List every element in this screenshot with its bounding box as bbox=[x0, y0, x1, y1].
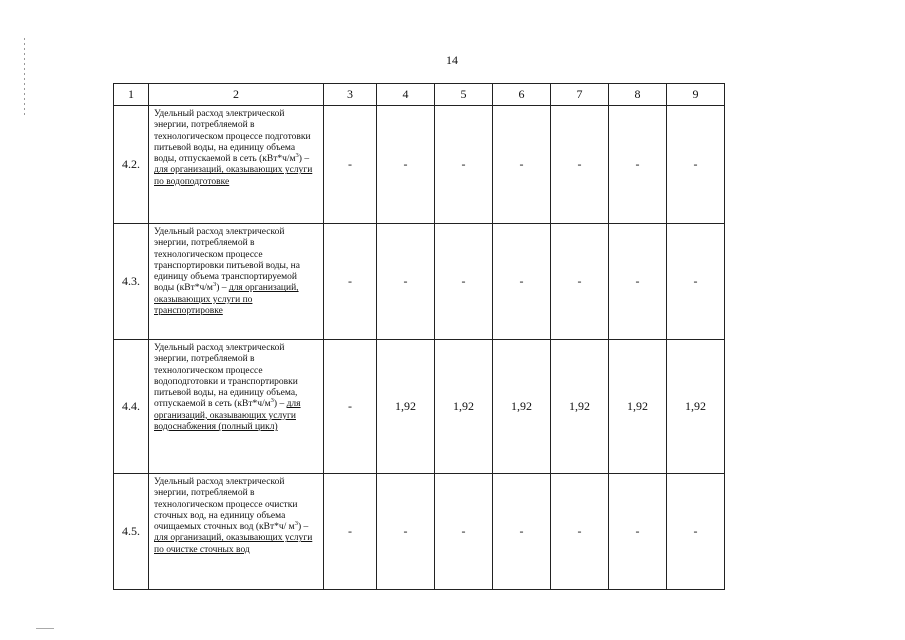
description-text: Удельный расход электрической энергии, потребляемой в технологическом процессе подготовки питьевой воды, на единицу объема воды, отпускаемой в сеть (кВт*ч/м bbox=[154, 109, 311, 165]
value-cell-col-8: - bbox=[609, 474, 667, 590]
scan-margin-mark bbox=[24, 38, 25, 118]
value-cell-col-3: - bbox=[324, 224, 377, 340]
value-cell-col-9: - bbox=[667, 106, 725, 224]
value-cell-col-9: 1,92 bbox=[667, 340, 725, 474]
value-cell-col-5: - bbox=[435, 106, 493, 224]
value-cell-col-3: - bbox=[324, 340, 377, 474]
description-text: Удельный расход электрической энергии, потребляемой в технологическом процессе очистки сточных вод, на единицу объема очищаемых сточных вод (кВт*ч/ м bbox=[154, 477, 298, 533]
value-cell-col-4: - bbox=[377, 474, 435, 590]
data-table bbox=[113, 83, 725, 590]
description-tail: ) – bbox=[216, 283, 227, 294]
row-description bbox=[149, 224, 324, 340]
description-tail: ) – bbox=[298, 154, 310, 165]
header-cell-2: 2 bbox=[149, 84, 324, 106]
header-cell-4: 4 bbox=[377, 84, 435, 106]
unit-superscript: 3 bbox=[294, 520, 298, 528]
description-tail: ) – bbox=[297, 522, 309, 533]
value-cell-col-8: 1,92 bbox=[609, 340, 667, 474]
row-number: 4.2. bbox=[114, 106, 149, 224]
description-tail: ) – bbox=[273, 399, 285, 410]
header-cell-8: 8 bbox=[609, 84, 667, 106]
row-number: 4.3. bbox=[114, 224, 149, 340]
value-cell-col-7: - bbox=[551, 474, 609, 590]
description-underlined: для организаций, оказывающих услуги по очистке сточных вод bbox=[154, 533, 313, 555]
value-cell-col-3: - bbox=[324, 474, 377, 590]
header-cell-1: 1 bbox=[114, 84, 149, 106]
value-cell-col-4: 1,92 bbox=[377, 340, 435, 474]
value-cell-col-7: - bbox=[551, 224, 609, 340]
table-row bbox=[114, 224, 725, 340]
value-cell-col-9: - bbox=[667, 224, 725, 340]
unit-superscript: 3 bbox=[270, 397, 274, 405]
value-cell-col-4: - bbox=[377, 224, 435, 340]
row-description bbox=[149, 474, 324, 590]
unit-superscript: 3 bbox=[212, 281, 217, 289]
value-cell-col-4: - bbox=[377, 106, 435, 224]
description-underlined: для организаций, оказывающих услуги по водоподготовке bbox=[154, 165, 313, 187]
value-cell-col-5: - bbox=[435, 224, 493, 340]
value-cell-col-5: 1,92 bbox=[435, 340, 493, 474]
value-cell-col-7: - bbox=[551, 106, 609, 224]
description-underlined: для организаций, оказывающих услуги по транспортировке bbox=[154, 283, 299, 317]
description-text: Удельный расход электрической энергии, потребляемой в технологическом процессе водоподготовки и транспортировки питьевой воды, на единицу объема, отпускаемой в сеть (кВт*ч/м bbox=[154, 343, 298, 410]
row-description bbox=[149, 340, 324, 474]
header-cell-3: 3 bbox=[324, 84, 377, 106]
header-cell-9: 9 bbox=[667, 84, 725, 106]
value-cell-col-6: - bbox=[493, 106, 551, 224]
value-cell-col-7: 1,92 bbox=[551, 340, 609, 474]
page-number: 14 bbox=[446, 53, 458, 67]
table-row bbox=[114, 340, 725, 474]
description-text: Удельный расход электрической энергии, потребляемой в технологическом процессе транспортировки питьевой воды, на единицу объема транспортируемой воды (кВт*ч/м bbox=[154, 227, 300, 294]
header-cell-7: 7 bbox=[551, 84, 609, 106]
value-cell-col-6: 1,92 bbox=[493, 340, 551, 474]
value-cell-col-6: - bbox=[493, 474, 551, 590]
header-cell-6: 6 bbox=[493, 84, 551, 106]
value-cell-col-9: - bbox=[667, 474, 725, 590]
value-cell-col-5: - bbox=[435, 474, 493, 590]
table-row bbox=[114, 106, 725, 224]
value-cell-col-8: - bbox=[609, 106, 667, 224]
description-underlined: для организаций, оказывающих услуги водоснабжения (полный цикл) bbox=[154, 399, 301, 433]
unit-superscript: 3 bbox=[295, 152, 299, 160]
value-cell-col-8: - bbox=[609, 224, 667, 340]
table-header-row bbox=[114, 84, 725, 106]
value-cell-col-6: - bbox=[493, 224, 551, 340]
value-cell-col-3: - bbox=[324, 106, 377, 224]
row-description bbox=[149, 106, 324, 224]
row-number: 4.5. bbox=[114, 474, 149, 590]
scan-margin-mark-bottom bbox=[36, 628, 54, 629]
table-row bbox=[114, 474, 725, 590]
header-cell-5: 5 bbox=[435, 84, 493, 106]
row-number: 4.4. bbox=[114, 340, 149, 474]
